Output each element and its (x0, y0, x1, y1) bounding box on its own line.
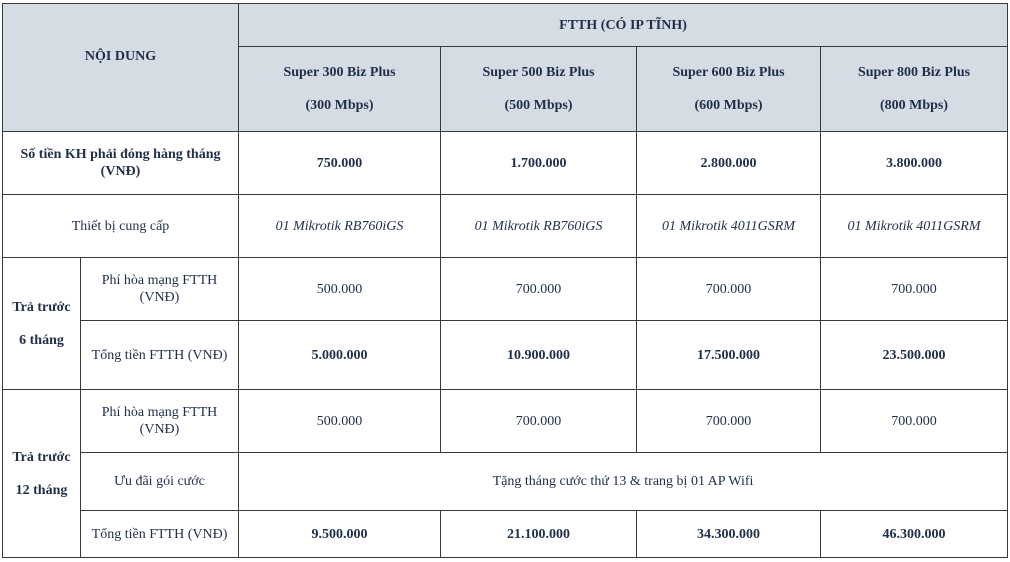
package-header (239, 47, 441, 132)
row-label: Phí hòa mạng FTTH (VNĐ) (81, 258, 239, 321)
table-cell: 500.000 (239, 390, 441, 453)
row-label: Thiết bị cung cấp (3, 195, 239, 258)
table-cell: 500.000 (239, 258, 441, 321)
package-name: Super 300 Biz Plus (283, 65, 396, 80)
table-row (3, 453, 1008, 511)
package-speed: (600 Mbps) (694, 98, 763, 113)
group-label (3, 258, 81, 390)
table-cell: 34.300.000 (637, 511, 821, 558)
table-cell: 9.500.000 (239, 511, 441, 558)
row-label: Số tiền KH phải đóng hàng tháng (VNĐ) (3, 132, 239, 195)
table-cell: 10.900.000 (441, 321, 637, 390)
package-name: Super 600 Biz Plus (672, 65, 785, 80)
table-cell: 17.500.000 (637, 321, 821, 390)
row-label: Ưu đãi gói cước (81, 453, 239, 511)
table-cell: 700.000 (441, 390, 637, 453)
group-label-line2: 12 tháng (15, 482, 68, 498)
group-header (239, 4, 1008, 47)
table-cell: 700.000 (821, 390, 1008, 453)
content-header (3, 4, 239, 132)
table-row (3, 511, 1008, 558)
table-cell: 46.300.000 (821, 511, 1008, 558)
table-row (3, 195, 1008, 258)
group-label (3, 390, 81, 558)
table-cell: 700.000 (441, 258, 637, 321)
table-cell: 750.000 (239, 132, 441, 195)
package-speed: (300 Mbps) (305, 98, 374, 113)
table-cell: 23.500.000 (821, 321, 1008, 390)
table-row (3, 390, 1008, 453)
table-row (3, 321, 1008, 390)
table-cell: 3.800.000 (821, 132, 1008, 195)
table-cell: 1.700.000 (441, 132, 637, 195)
pricing-table (2, 3, 1008, 558)
group-label-line1: Trả trước (12, 299, 71, 315)
table-cell: 700.000 (821, 258, 1008, 321)
group-header-label: FTTH (CÓ IP TĨNH) (559, 17, 687, 33)
table-row (3, 132, 1008, 195)
table-cell: 700.000 (637, 390, 821, 453)
package-speed: (500 Mbps) (504, 98, 573, 113)
group-label-line1: Trả trước (12, 449, 71, 465)
package-header (441, 47, 637, 132)
package-speed: (800 Mbps) (879, 98, 949, 113)
group-label-line2: 6 tháng (19, 332, 64, 348)
table-cell: 21.100.000 (441, 511, 637, 558)
package-name: Super 800 Biz Plus (857, 65, 971, 80)
package-header (821, 47, 1008, 132)
promo-cell: Tặng tháng cước thứ 13 & trang bị 01 AP Wifi (239, 453, 1008, 511)
table-cell: 5.000.000 (239, 321, 441, 390)
row-label: Phí hòa mạng FTTH (VNĐ) (81, 390, 239, 453)
table-cell: 01 Mikrotik 4011GSRM (821, 195, 1008, 258)
table-cell: 01 Mikrotik RB760iGS (441, 195, 637, 258)
table-cell: 01 Mikrotik 4011GSRM (637, 195, 821, 258)
table-cell: 700.000 (637, 258, 821, 321)
table-cell: 01 Mikrotik RB760iGS (239, 195, 441, 258)
row-label: Tổng tiền FTTH (VNĐ) (81, 321, 239, 390)
table-row (3, 258, 1008, 321)
table-cell: 2.800.000 (637, 132, 821, 195)
content-header-label: NỘI DUNG (84, 49, 157, 64)
row-label: Tổng tiền FTTH (VNĐ) (81, 511, 239, 558)
package-name: Super 500 Biz Plus (482, 65, 595, 80)
package-header (637, 47, 821, 132)
